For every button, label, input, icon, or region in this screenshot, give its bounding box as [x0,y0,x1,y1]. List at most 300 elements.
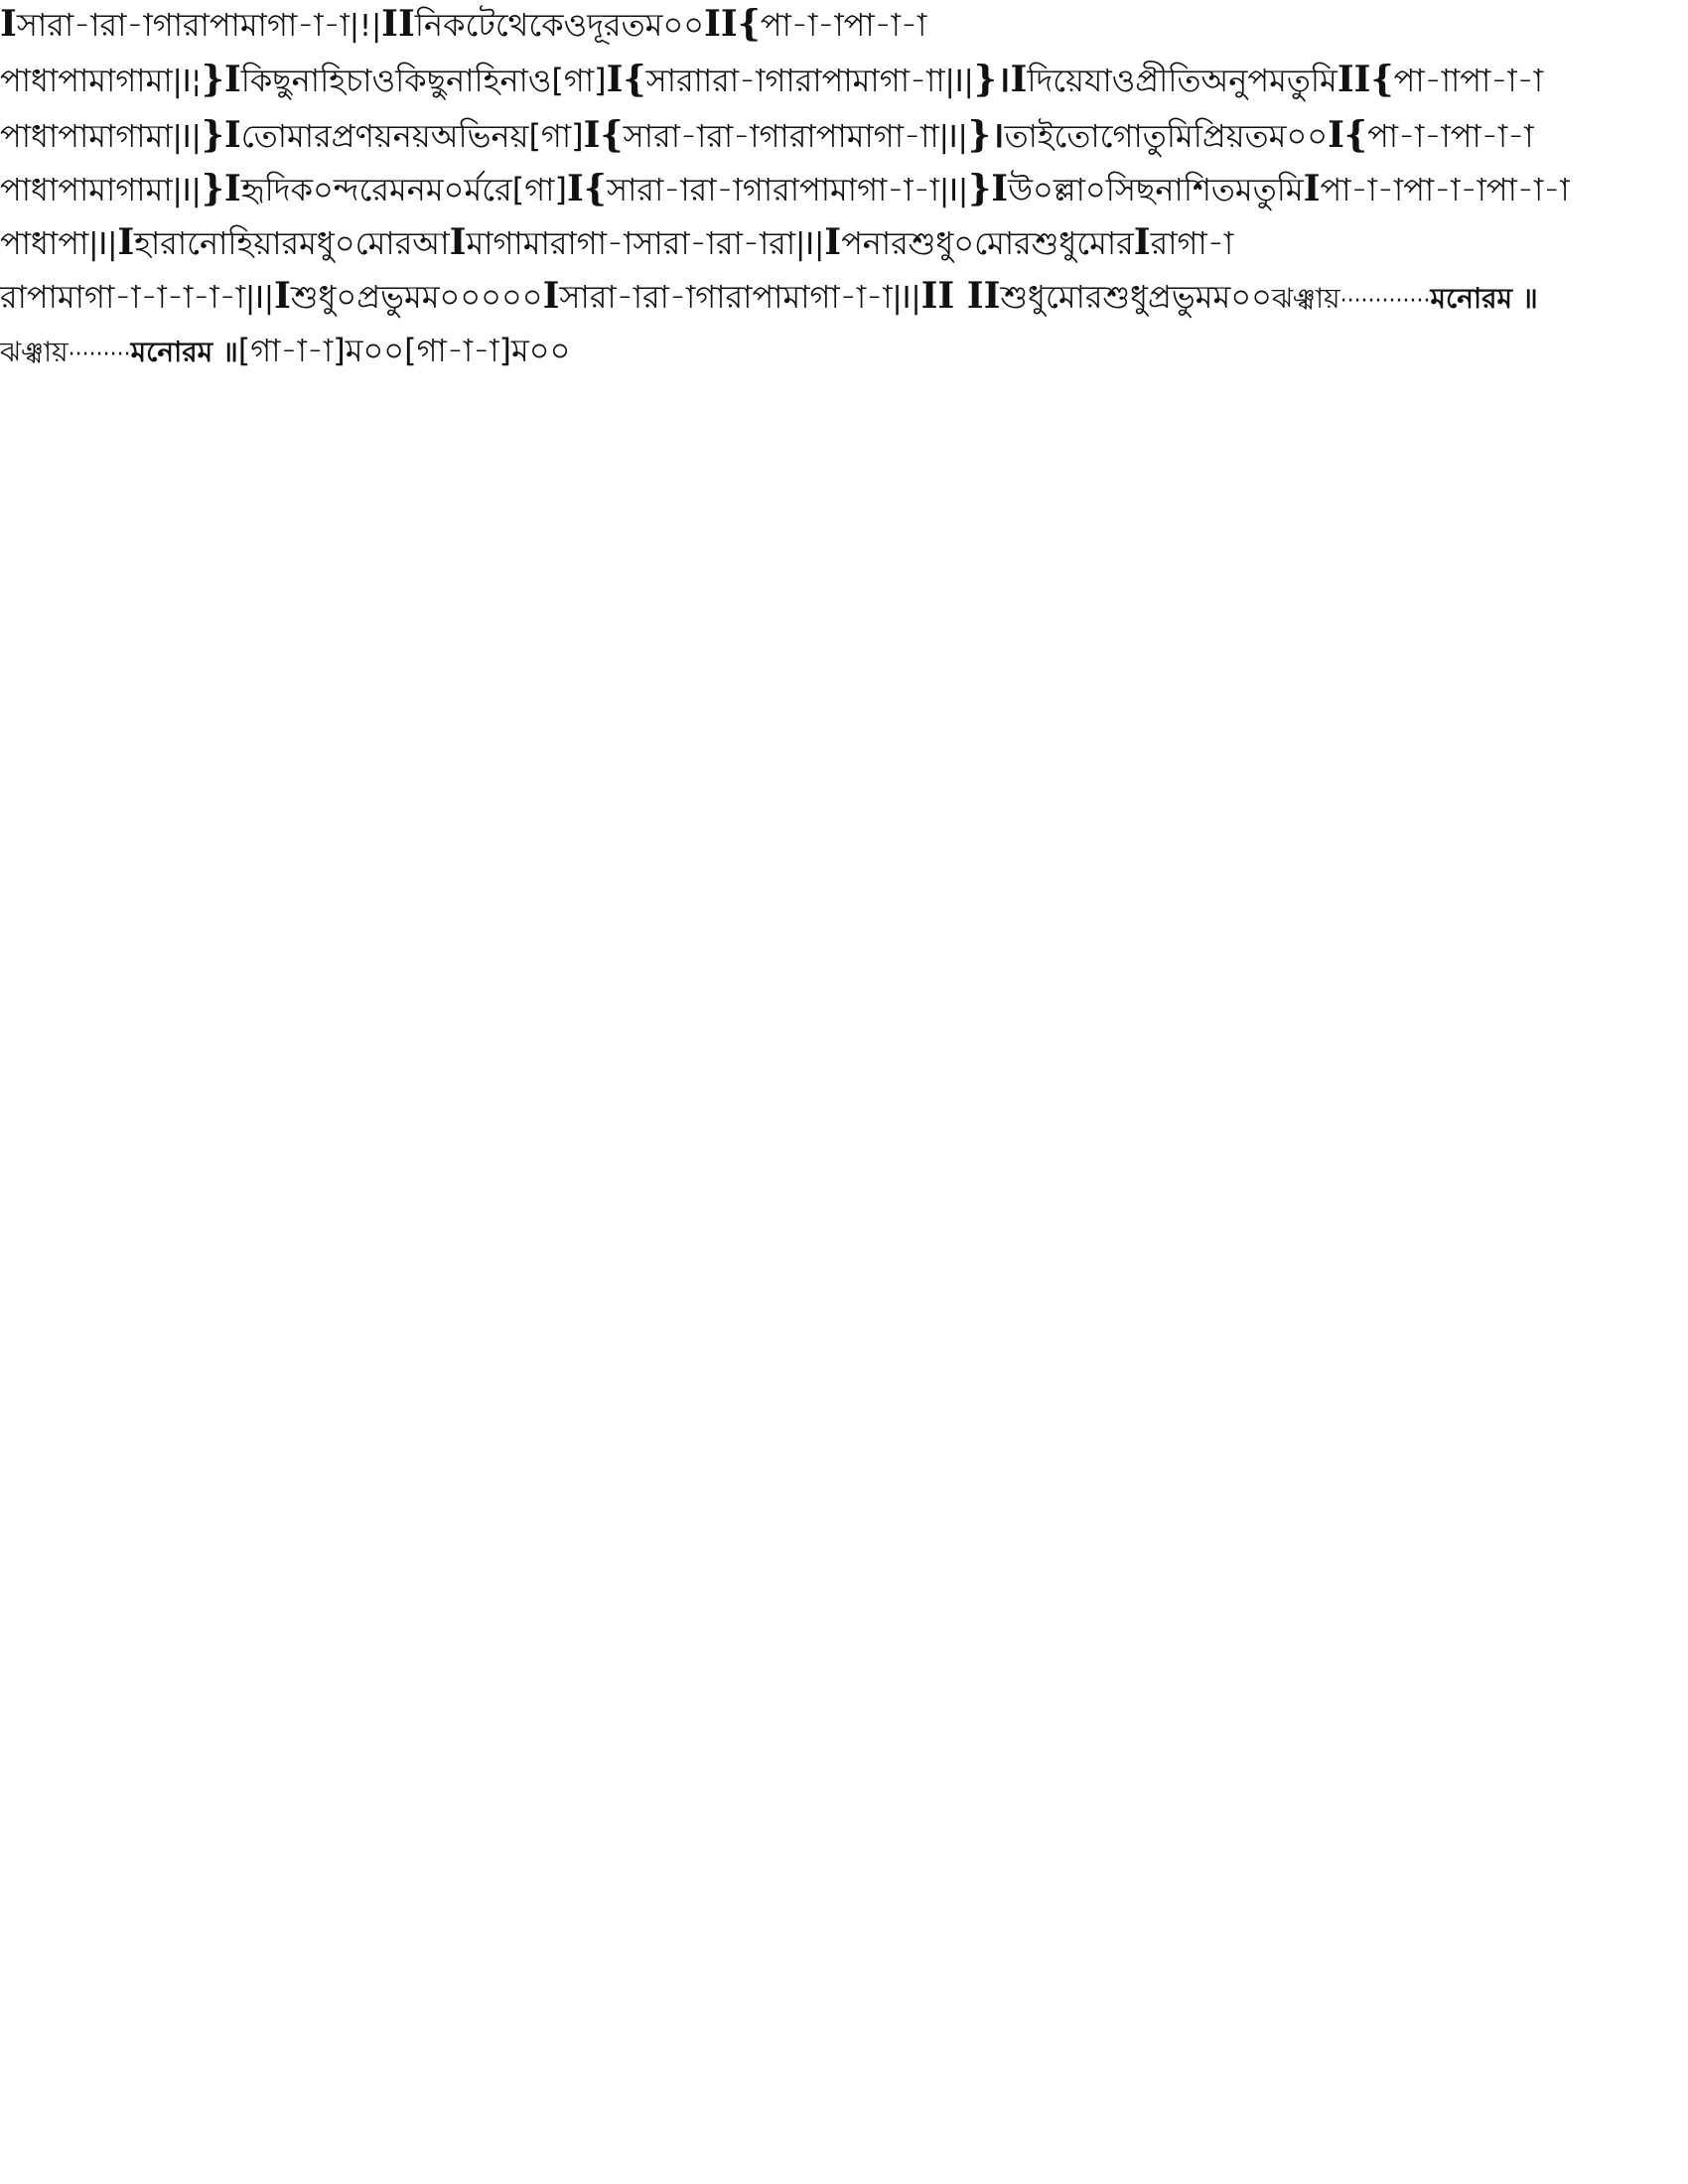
swara-note: গা [115,117,146,155]
bar-line: I [954,65,964,99]
lyric-syllable: না [291,62,321,99]
line-end-marker: I [274,275,291,317]
lyric-syllable: নো [187,224,228,262]
line-end-marker: I [117,221,135,263]
swara-note: গা [576,224,608,262]
lyric-syllable: ই [1037,117,1055,155]
lyric-syllable: রে [482,171,512,208]
lyric-syllable: ভি [458,117,492,155]
bar-line: | [944,65,955,99]
swara-note: পা [1393,62,1425,99]
lyric-syllable: ম [403,278,422,316]
lyric-syllable: য় [411,117,431,155]
lyric-syllable: মি [1310,62,1337,99]
lyric-syllable: ও [371,62,396,99]
lyric-syllable: ভু [380,278,404,316]
lyric-syllable: র [1084,278,1103,316]
line-end-marker: }I [201,114,241,156]
line-end-marker: }I [968,168,1009,209]
bar-line: | [957,120,968,155]
swara-note: -া [126,6,153,44]
variant-note: [গা] [551,62,607,99]
lyric-syllable: ০ [1084,171,1106,208]
swara-note: পা [843,6,875,44]
swara-note: -া [668,278,696,316]
bar-line: | [172,174,183,208]
swara-note: -া [1424,117,1451,155]
lyric-syllable: ০ [481,278,501,316]
swara-note: -া [1543,171,1570,208]
line-start-marker: I [449,221,467,263]
swara-note: -া [1206,224,1234,262]
swara-note: -া [663,171,690,208]
swara-note: ধা [31,117,59,155]
bar-line: | [107,227,118,262]
swara-note: গা [266,6,298,44]
swara-note: মা [88,171,116,208]
swara-note: -া [1480,117,1508,155]
swara-note: ধা [31,62,59,99]
lyric-syllable: ম [644,6,663,44]
swara-note: মা [145,117,173,155]
bar-line: I [805,227,815,262]
refrain-left: ঝঞ্ঝায় [1271,282,1340,315]
refrain-right: মনোরম ॥ [1430,282,1538,315]
swara-note: -া [739,62,766,99]
lyric-syllable: ম [299,224,317,262]
bar-line: | [814,227,825,262]
variant-note: [গা] [511,171,567,208]
swara-note: রা [642,278,669,316]
lyric-syllable: ও [563,6,588,44]
lyric-syllable: ধু [1058,224,1077,262]
lyric-syllable: না [499,62,528,99]
bar-line: | [958,174,969,208]
swara-note: -া [1398,117,1425,155]
swara-note: পা [0,117,32,155]
lyric-syllable: মো [1045,278,1085,316]
swara-note: রা [794,62,822,99]
swara-note: সা [16,6,48,44]
swara-note: -া [1516,62,1543,99]
lyric-syllable: ধু [935,224,954,262]
bar-line: I [98,227,108,262]
swara-note: -া [817,6,844,44]
swara-note: -া [297,6,324,44]
lyric-syllable: দি [1027,62,1054,99]
swara-note: রা [769,224,796,262]
lyric-syllable: ০ [1307,117,1329,155]
swara-note: -া [1490,62,1517,99]
swara-note: ধা [31,224,59,262]
lyric-syllable: আ [412,224,450,262]
lyric-syllable: শু [1102,278,1131,316]
lyric-syllable: প্রী [1135,62,1169,99]
lyric-syllable: টে [465,6,495,44]
swara-note: রা [549,224,577,262]
lyric-syllable: মি [1166,117,1194,155]
lyric-syllable: কি [395,62,427,99]
lyric-syllable: ধু [318,278,337,316]
swara-note: মা [522,224,550,262]
line-start-marker: II{ [1336,59,1394,100]
swara-note: পা [209,6,240,44]
alternate-lyric: ম [511,332,529,369]
lyric-syllable: ম [1268,117,1287,155]
line-start-marker: II{ [704,3,761,45]
lyric-syllable: কে [528,6,564,44]
line-start-marker: I{ [566,168,607,209]
lyric-syllable: প [841,224,863,262]
swara-note: -া [733,117,760,155]
bar-line: I [949,174,958,208]
bar-line: | [938,120,949,155]
lyric-syllable: অ [1200,62,1229,99]
lyric-syllable: তি [1168,62,1201,99]
lyric-syllable: তু [1142,117,1167,155]
lyric-syllable: হৃ [240,171,265,208]
line-end-marker: II II [920,275,1001,317]
lyric-syllable: শু [1000,278,1029,316]
lyric-syllable: র [281,224,300,262]
lyric-syllable: তো [1054,117,1100,155]
lyric-syllable: রে [358,171,389,208]
lyric-syllable: ভু [1171,278,1196,316]
swara-note: রা [712,62,740,99]
line-end-marker: }I [201,168,241,209]
refrain-dots: ········· [68,342,131,367]
lyric-syllable: সি [1105,171,1137,208]
lyric-syllable: না [1155,171,1184,208]
lyric-syllable: ০ [439,278,461,316]
swara-note: রা [773,171,799,208]
swara-note: গা [83,278,115,316]
swara-note: পা [1485,171,1517,208]
lyric-syllable: ছ [1136,171,1156,208]
bar-line: | [191,120,202,155]
swara-note: রা [636,171,664,208]
lyric-syllable: ক [290,171,314,208]
lyric-syllable: ল্লা [1053,171,1085,208]
refrain-dots: ············· [1339,289,1431,314]
swara-note: পা [0,224,32,262]
lyric-syllable: রা [160,224,188,262]
bar-line: | [963,65,974,99]
lyric-syllable: ণ [354,117,374,155]
swara-note: মা [830,171,858,208]
lyric-syllable: তু [1252,171,1277,208]
lyric-syllable: প্র [1148,278,1172,316]
swara-note: -া [742,224,770,262]
swara-note: -া [607,224,633,262]
swara-note: রা [689,171,717,208]
bar-line: I [182,65,192,99]
swara-note: গা [879,62,910,99]
swara-note: রা [676,62,713,99]
refrain-left: ঝঞ্ঝায় [0,336,69,368]
swara-note: মা [239,6,267,44]
lyric-syllable: ০ [334,224,355,262]
swara-note: -া [1516,171,1544,208]
swara-note: পা [0,171,32,208]
swara-note: রা [99,6,127,44]
line-end-marker: I [824,221,842,263]
lyric-syllable: ম [1234,171,1253,208]
lyric-syllable: দি [264,171,291,208]
bar-line: | [172,120,183,155]
swara-note: -া [218,278,245,316]
swara-note: মা [57,278,84,316]
swara-note: -া [679,117,707,155]
swara-note: -া [114,278,141,316]
lyric-syllable: র [604,6,622,44]
swara-note: মা [782,278,810,316]
lyric-syllable: ম [1269,62,1287,99]
lyric-syllable: য়ে [1053,62,1085,99]
lyric-syllable: ত [621,6,645,44]
lyric-syllable: মো [354,224,395,262]
swara-note: গা [742,171,774,208]
swara-note: রা [653,117,680,155]
swara-note: রা [725,278,753,316]
swara-note: রা [183,6,210,44]
lyric-syllable: তা [1004,117,1038,155]
lyric-syllable: না [862,224,892,262]
lyric-syllable: ম [1195,278,1213,316]
swara-note: সা [623,117,654,155]
swara-note: -া [616,278,643,316]
swara-note: গা [115,171,146,208]
swara-note: -া [1350,171,1377,208]
line-end-marker: }। [967,114,1005,156]
line-start-marker: I{ [1328,114,1368,156]
swara-note: পা [1450,117,1481,155]
lyric-syllable: ০ [683,6,705,44]
swara-note: গা [1177,224,1207,262]
swara-note: গা [115,62,146,99]
lyric-syllable: ০ [313,171,334,208]
bar-line: | [191,174,202,208]
swara-note: পা [821,62,853,99]
swara-note: পা [58,224,89,262]
lyric-syllable: ন [491,117,510,155]
lyric-syllable: ০ [662,6,684,44]
lyric-syllable: ০ [1033,171,1054,208]
line-start-marker: I{ [606,59,646,100]
lyric-syllable: গো [1099,117,1143,155]
swara-note: মা [88,62,116,99]
lyric-syllable: কি [240,62,273,99]
swara-note: -া [140,278,167,316]
lyric-syllable: মো [1076,224,1117,262]
bar-line: | [911,281,921,316]
lyric-syllable: র্ম [464,171,483,208]
swara-note: পা [1320,171,1351,208]
swara-note: -া [900,6,927,44]
lyric-syllable: শু [290,278,319,316]
lyric-syllable: ন [406,171,426,208]
swara-note: -া [323,6,350,44]
swara-note: রা [716,224,743,262]
lyric-syllable: ত [1244,117,1269,155]
swara-note: মা [145,171,173,208]
bar-line: | [939,174,950,208]
lyric-syllable: ০ [1230,278,1252,316]
line-start-marker: I [1303,168,1321,209]
swara-note: পা [799,171,831,208]
lyric-syllable: অ [430,117,459,155]
swara-note: পা [760,6,791,44]
bar-line: I [182,120,192,155]
swara-note: মা [846,117,874,155]
swara-note: মা [466,224,493,262]
lyric-syllable: র [1014,224,1032,262]
line-end-marker: }I [201,59,241,100]
line-start-marker: I{ [583,114,624,156]
lyric-syllable: ০ [443,171,465,208]
lyric-syllable: ম [421,278,440,316]
swara-note: মা [852,62,880,99]
swara-note: রা [589,278,617,316]
swara-note: রা [47,6,74,44]
bar-line: | [371,9,382,44]
swara-note: গা [857,171,888,208]
lyric-syllable: নি [414,6,444,44]
lyric-syllable: প্রি [1193,117,1226,155]
lyric-syllable: ধু [1028,278,1046,316]
swara-note: পা [0,62,32,99]
lyric-syllable: হি [320,62,347,99]
swara-note: পা [1403,171,1435,208]
swara-note: -া [1424,62,1461,99]
swara-note: -া [839,278,867,316]
lyric-syllable: ০ [953,224,975,262]
swara-note: ধা [31,171,59,208]
bar-line: | [263,281,275,316]
swara-note: -া [166,278,194,316]
lyric-syllable: ত [1210,171,1235,208]
swara-note: মা [88,117,116,155]
swara-note: মা [145,62,173,99]
swara-note: সা [633,224,663,262]
bar-line: | [795,227,806,262]
lyric-syllable: ম [1212,278,1231,316]
swara-note: -া [904,117,939,155]
alternate-lyric: ০ [549,332,571,369]
lyric-syllable: ও [527,62,552,99]
swara-note: গা [492,224,523,262]
lyric-syllable: ন [392,117,412,155]
lyric-syllable: প্র [331,117,355,155]
bar-line: | [172,65,183,99]
swara-note: -া [689,224,717,262]
bar-line: I [902,281,912,316]
bar-line: | [244,281,256,316]
bar-line: I [948,120,958,155]
swara-note: সা [559,278,590,316]
bar-line: | [892,281,903,316]
lyric-syllable: মা [287,117,315,155]
swara-note: -া [866,278,893,316]
line-start-marker: I [542,275,560,317]
variant-note: [গা] [528,117,584,155]
lyric-syllable: উ [1008,171,1034,208]
swara-note: -া [73,6,100,44]
lyric-syllable: ০ [336,278,357,316]
lyric-syllable: শু [908,224,936,262]
lyric-syllable: ম [425,171,444,208]
line-end-marker: }।I [973,59,1028,100]
lyric-syllable: ০ [1286,117,1308,155]
swara-note: পা [58,171,89,208]
lyric-syllable: য় [509,117,529,155]
swara-note: গা [809,278,840,316]
alternate-lyric: ০ [383,332,405,369]
lyric-syllable: ছু [272,62,292,99]
lyric-syllable: য়া [253,224,282,262]
swara-note: -া [909,62,945,99]
swara-note: সা [606,171,637,208]
swara-note: -া [874,6,901,44]
swara-note: সা [645,62,677,99]
lyric-syllable: ০ [1251,278,1272,316]
lyric-syllable: প্র [356,278,381,316]
lyric-syllable: ০ [460,278,482,316]
swara-note: রা [788,117,816,155]
lyric-syllable: তো [240,117,287,155]
alternate-swara: [গা [237,332,281,369]
line-start-marker: I [0,3,17,45]
swara-note: পা [58,62,89,99]
alternate-swara: -া [446,332,474,369]
alternate-swara: -া] [473,332,512,369]
alternate-swara: -া [280,332,307,369]
lyric-syllable: শু [1031,224,1059,262]
lyric-syllable: প [1247,62,1270,99]
swara-note: পা [58,117,89,155]
swara-note: -া [887,171,914,208]
lyric-syllable: তু [1286,62,1311,99]
swara-note: রা [662,224,690,262]
lyric-syllable: হা [134,224,161,262]
swara-note: গা [765,62,795,99]
bar-line: ! [359,9,372,44]
alternate-lyric: ০ [362,332,384,369]
lyric-syllable: হি [227,224,254,262]
lyric-syllable: দূ [587,6,605,44]
swara-note: পা [1460,62,1491,99]
alternate-lyric: ম [345,332,363,369]
lyric-syllable: ক [443,6,466,44]
bar-line: | [349,9,360,44]
swara-note: -া [1460,171,1486,208]
swara-note: গা [873,117,905,155]
lyric-syllable: মো [974,224,1015,262]
swara-note: রা [0,278,27,316]
swara-note: গা [695,278,726,316]
lyric-syllable: ০ [500,278,522,316]
lyric-syllable: মি [1276,171,1304,208]
swara-note: -া [1434,171,1461,208]
lyric-syllable: ও [1111,62,1136,99]
swara-note: -া [1376,171,1404,208]
swara-note: -া [1507,117,1534,155]
bar-line: I [182,174,192,208]
swara-note: -া [716,171,743,208]
lyric-syllable: ধু [1130,278,1148,316]
lyric-syllable: ম [388,171,407,208]
swara-note: পা [815,117,847,155]
